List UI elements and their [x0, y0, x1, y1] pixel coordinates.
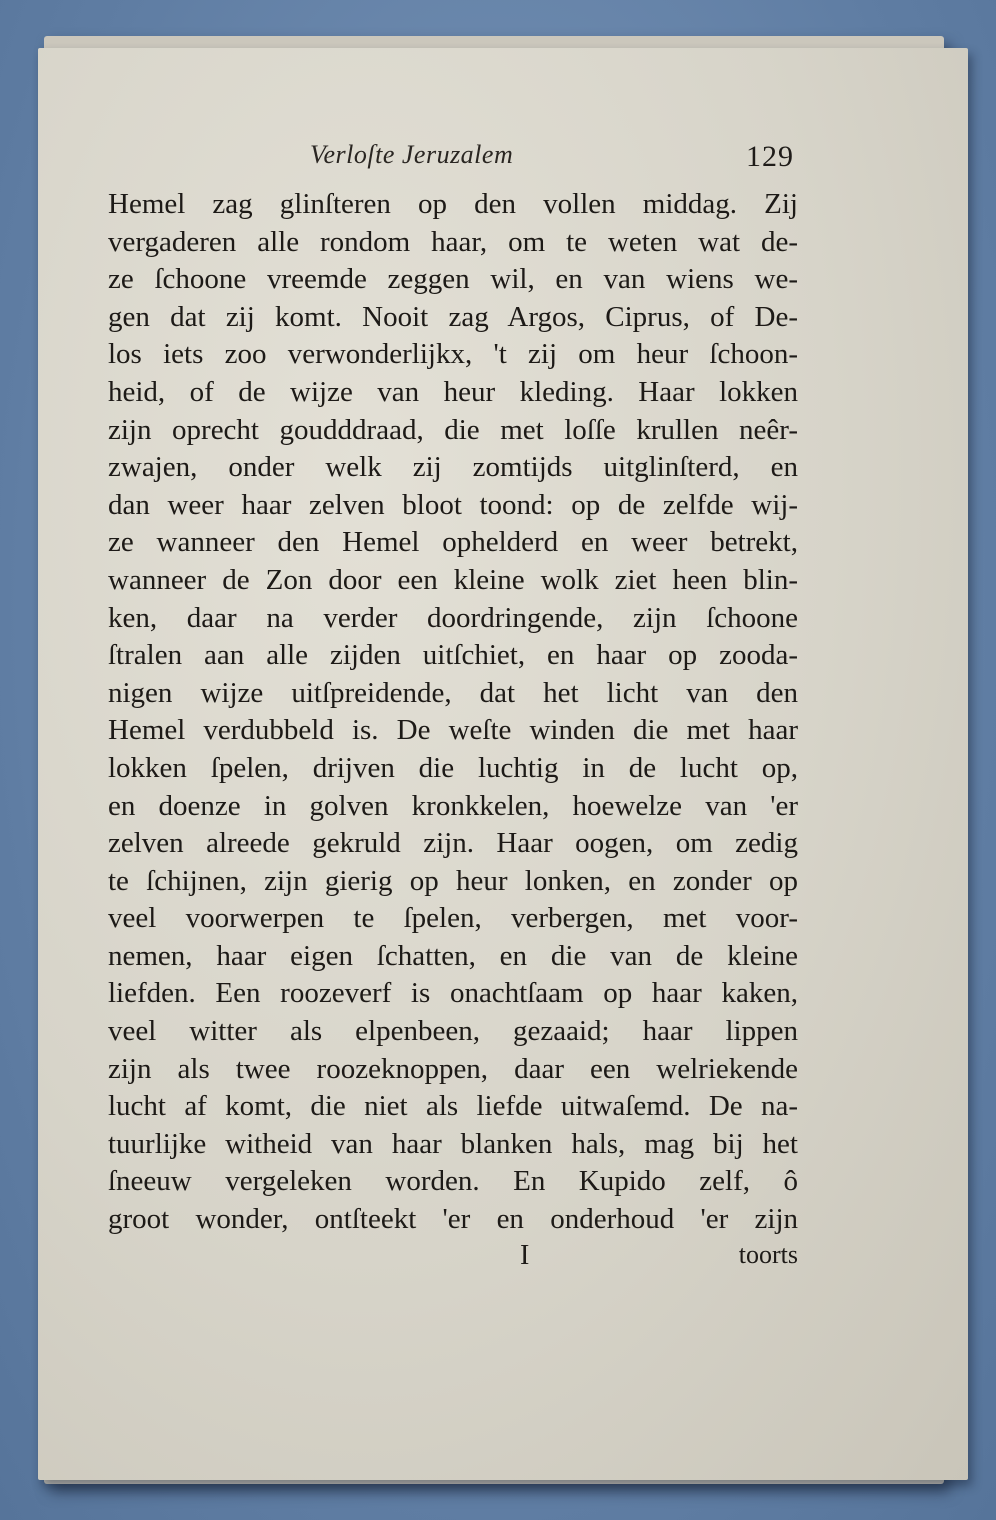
text-line: tuurlijke witheid van haar blanken hals, mag bij het — [108, 1127, 798, 1160]
text-line: nigen wijze uitſpreidende, dat het licht van den — [108, 676, 798, 709]
text-line: veel voorwerpen te ſpelen, verbergen, met voor- — [108, 902, 798, 935]
text-line: ze ſchoone vreemde zeggen wil, en van wiens we- — [108, 263, 798, 296]
text-line: groot wonder, ontſteekt 'er en onderhoud 'er zijn — [108, 1203, 798, 1236]
text-line: zelven alreede gekruld zijn. Haar oogen, om zedig — [108, 827, 798, 860]
text-line: ſtralen aan alle zijden uitſchiet, en haar op zooda- — [108, 639, 798, 672]
text-line: lokken ſpelen, drijven die luchtig in de lucht op, — [108, 751, 798, 784]
running-title: Verloſte Jeruzalem — [310, 140, 514, 169]
text-line: ken, daar na verder doordringende, zijn ſchoone — [108, 601, 798, 634]
text-line: en doenze in golven kronkkelen, hoewelze van 'er — [108, 789, 798, 822]
text-line: zijn als twee roozeknoppen, daar een welriekende — [108, 1052, 798, 1085]
text-line: zijn oprecht goudddraad, die met loſſe krullen neêr- — [108, 413, 798, 446]
text-line: te ſchijnen, zijn gierig op heur lonken, en zonder op — [108, 864, 798, 897]
text-line: vergaderen alle rondom haar, om te weten wat de- — [108, 225, 798, 258]
text-line: veel witter als elpenbeen, gezaaid; haar lippen — [108, 1015, 798, 1048]
text-line: Hemel verdubbeld is. De weſte winden die met haar — [108, 714, 798, 747]
text-line: gen dat zij komt. Nooit zag Argos, Ciprus, of De- — [108, 300, 798, 333]
text-line: lucht af komt, die niet als liefde uitwaſemd. De na- — [108, 1090, 798, 1123]
text-line: dan weer haar zelven bloot toond: op de zelfde wij- — [108, 488, 798, 521]
body-text — [108, 186, 798, 1239]
page-number: 129 — [746, 140, 794, 173]
text-line: nemen, haar eigen ſchatten, en die van de kleine — [108, 939, 798, 972]
text-line: ſneeuw vergeleken worden. En Kupido zelf, ô — [108, 1165, 798, 1198]
text-line: Hemel zag glinſteren op den vollen middag. Zij — [108, 188, 798, 220]
text-line: zwajen, onder welk zij zomtijds uitglinſterd, en — [108, 451, 798, 484]
signature-mark: I — [520, 1240, 530, 1271]
catchword: toorts — [738, 1240, 798, 1269]
text-line: liefden. Een roozeverf is onachtſaam op haar kaken, — [108, 977, 798, 1010]
page-footer — [108, 1240, 798, 1276]
text-line: ze wanneer den Hemel ophelderd en weer betrekt, — [108, 526, 798, 559]
text-line: wanneer de Zon door een kleine wolk ziet heen blin- — [108, 563, 798, 596]
text-line: heid, of de wijze van heur kleding. Haar lokken — [108, 375, 798, 408]
page-header — [310, 140, 800, 180]
text-line: los iets zoo verwonderlijkx, 't zij om heur ſchoon- — [108, 338, 798, 371]
